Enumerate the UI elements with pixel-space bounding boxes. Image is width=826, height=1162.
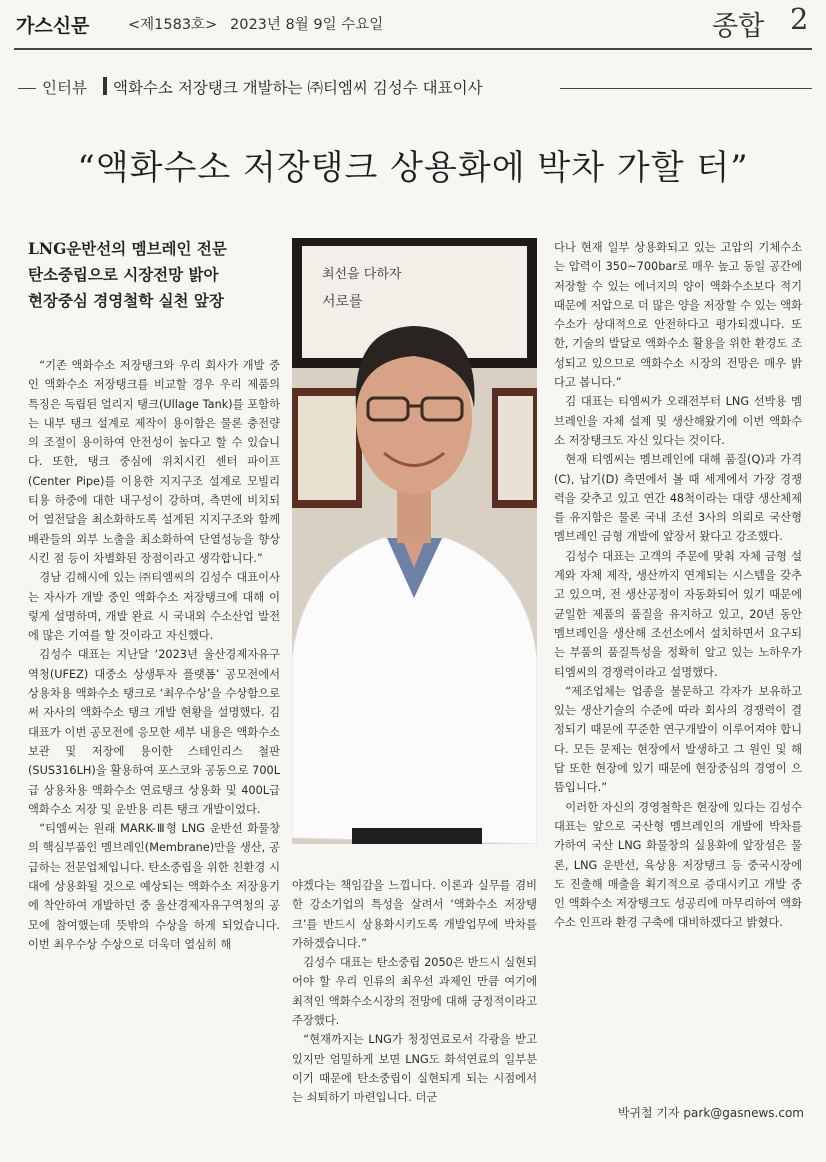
article-column-1	[28, 356, 280, 954]
section-name: 종합	[712, 11, 765, 42]
subhead-3: 현장중심 경영철학 실천 앞장	[28, 291, 224, 310]
kicker-text: 액화수소 저장탱크 개발하는 ㈜티엠씨 김성수 대표이사	[113, 79, 483, 97]
paragraph: 김 대표는 티엠씨가 오래전부터 LNG 선박용 멤브레인을 자체 설계 및 생산해왔기에 이번 액화수소 저장탱크도 자신 있다는 것이다.	[554, 395, 802, 447]
paragraph: “티엠씨는 원래 MARK-Ⅲ형 LNG 운반선 화물창의 핵심부품인 멤브레인(Membrane)만을 생산, 공급하는 전문업체입니다. 탄소중립을 위한 친환경 시대에 상용화될 것으로 예상되는 액화수소 저장용기에 착안하여 개발하던 중 울산경제자유구역청의 공모에 참여했는데 뜻밖의 수상을 하게 되었습니다. 이번 최우수상 수상으로 더욱더 열심히 해	[28, 822, 280, 951]
paragraph: 김성수 대표는 지난달 ‘2023년 울산경제자유구역청(UFEZ) 대중소 상생투자 플랫폼’ 공모전에서 상용차용 액화수소 탱크로 ‘최우수상’을 수상함으로써 자사의 액화수소 탱크 개발 현황을 설명했다. 김 대표가 이번 공모전에 응모한 세부 내용은 액화수소 보관 및 저장에 용이한 스테인리스 철판(SUS316LH)을 활용하여 포스코와 공동으로 700L급 상용차용 액화수소 연료탱크 상용화 및 400L급 액화수소 저장 및 운반용 리튼 탱크 개발이었다.	[28, 648, 280, 816]
kicker-label: 인터뷰	[42, 79, 87, 97]
wall-text-1: 최선을 다하자	[322, 267, 402, 282]
byline: 박귀철 기자 park@gasnews.com	[617, 1106, 804, 1120]
issue-number: <제1583호>	[128, 17, 218, 33]
paragraph: 경남 김해시에 있는 ㈜티엠씨의 김성수 대표이사는 자사가 개발 중인 액화수소 저장탱크에 대해 이렇게 설명하며, 개발 완료 시 국내외 수소산업 발전에 많은 기여를 할 것이라고 자신했다.	[28, 571, 280, 643]
paragraph: 야겠다는 책임감을 느낍니다. 이론과 실무를 겸비한 강소기업의 특성을 살려서 ‘액화수소 저장탱크’를 반드시 상용화시키도록 개발업무에 박차를 가하겠습니다.”	[292, 879, 537, 950]
portrait-illustration	[292, 238, 537, 844]
article-column-3	[554, 238, 802, 933]
paragraph: 이러한 자신의 경영철학은 현장에 있다는 김성수 대표는 앞으로 국산형 멤브레인의 개발에 박차를 가하여 국산 LNG 화물창의 실용화에 앞장섬은 물론, LNG 운반선, 육상용 저장탱크 등 중국시장에도 진출해 매출을 획기적으로 증대시키고 개발 중인 액화수소 저장탱크도 성공리에 마무리하여 액화수소 인프라 환경 구축에 대비하겠다고 밝혔다.	[554, 800, 802, 930]
kicker-divider	[103, 77, 107, 95]
paragraph: 다나 현재 일부 상용화되고 있는 고압의 기체수소는 압력이 350~700bar로 매우 높고 동일 공간에 저장할 수 있는 에너지의 양이 액화수소보다 적기 때문에 저압으로 더 많은 양을 저장할 수 있는 액화수소가 상대적으로 안전하다고 평가되겠니다. 또한, 기술의 발달로 액화수소 활용을 위한 환경도 조성되고 있으므로 액화수소 시장의 전망은 매우 밝다고 봅니다.”	[554, 241, 802, 390]
subhead-1: LNG운반선의 멤브레인 전문	[28, 239, 227, 258]
paragraph: 현재 티엠씨는 멤브레인에 대해 품질(Q)과 가격(C), 납기(D) 측면에서 볼 때 세계에서 가장 경쟁력을 갖추고 있고 연간 48척이라는 대량 생산체제를 유지함은 물론 국내 조선 3사의 의뢰로 국산형 멤브레인 금형 개발에 앞장서 왔다고 강조했다.	[554, 453, 802, 544]
subheads	[28, 236, 273, 314]
paragraph: “기존 액화수소 저장탱크와 우리 회사가 개발 중인 액화수소 저장탱크를 비교할 경우 우리 제품의 특징은 독립된 얼리지 탱크(Ullage Tank)를 포함하는 내부 탱크 설계로 제작이 용이함은 물론 충전량의 조절이 용이하여 안전성이 높다고 할 수 있습니다. 또한, 탱크 중심에 위치시킨 센터 파이프(Center Pipe)를 이용한 지지구조 설계로 모빌리티용 하중에 대한 내구성이 강하며, 측면에 비치되어 열전달을 최소화하도록 설계된 지지구조와 함께 배관들의 외부 노출을 최소화하여 단열성능을 향상시킨 점 등이 차별화된 장점이라고 생각합니다.”	[28, 359, 280, 565]
paper-name: 가스신문	[16, 15, 90, 37]
masthead	[0, 0, 826, 50]
issue-date: 2023년 8월 9일 수요일	[230, 17, 384, 33]
paragraph: “제조업체는 업종을 불문하고 각자가 보유하고 있는 생산기술의 수준에 따라 회사의 경쟁력이 결정되기 때문에 꾸준한 연구개발이 이루어져야 합니다. 모든 문제는 현장에서 발생하고 그 원인 및 해답 또한 현장에 있기 때문에 현장중심의 경영이 으뜸입니다.”	[554, 684, 802, 795]
masthead-rule	[14, 48, 812, 50]
headline: “액화수소 저장탱크 상용화에 박차 가할 터”	[77, 148, 749, 188]
portrait-photo	[292, 238, 537, 844]
page-number: 2	[790, 2, 809, 36]
subhead-2: 탄소중립으로 시장전망 밝아	[28, 265, 219, 284]
paragraph: “현재까지는 LNG가 청정연료로서 각광을 받고 있지만 엄밀하게 보면 LNG도 화석연료의 일부분이기 때문에 탄소중립이 실현되게 되는 시점에서는 쇠퇴하기 마련입니다. 더군	[292, 1033, 537, 1105]
paragraph: 김성수 대표는 탄소중립 2050은 반드시 실현되어야 할 우리 인류의 최우선 과제인 만큼 여기에 최적인 액화수소시장의 전망에 대해 긍정적이라고 주장했다.	[292, 956, 537, 1028]
article-column-2	[292, 876, 537, 1108]
kicker-dash	[18, 88, 36, 89]
paragraph: 김성수 대표는 고객의 주문에 맞춰 자체 금형 설계와 자체 제작, 생산까지 연계되는 시스템을 갖추고 있으며, 전 생산공정이 자동화되어 있기 때문에 균일한 제품의 품질을 유지하고 있고, 20년 동안 멤브레인을 생산해 조선소에서 설치하면서 요구되는 부품의 품질특성을 정확히 알고 있는 노하우가 티엠씨의 경쟁력이라고 설명했다.	[554, 549, 802, 679]
wall-text-2: 서로를	[322, 294, 363, 310]
kicker-rule	[560, 88, 812, 89]
